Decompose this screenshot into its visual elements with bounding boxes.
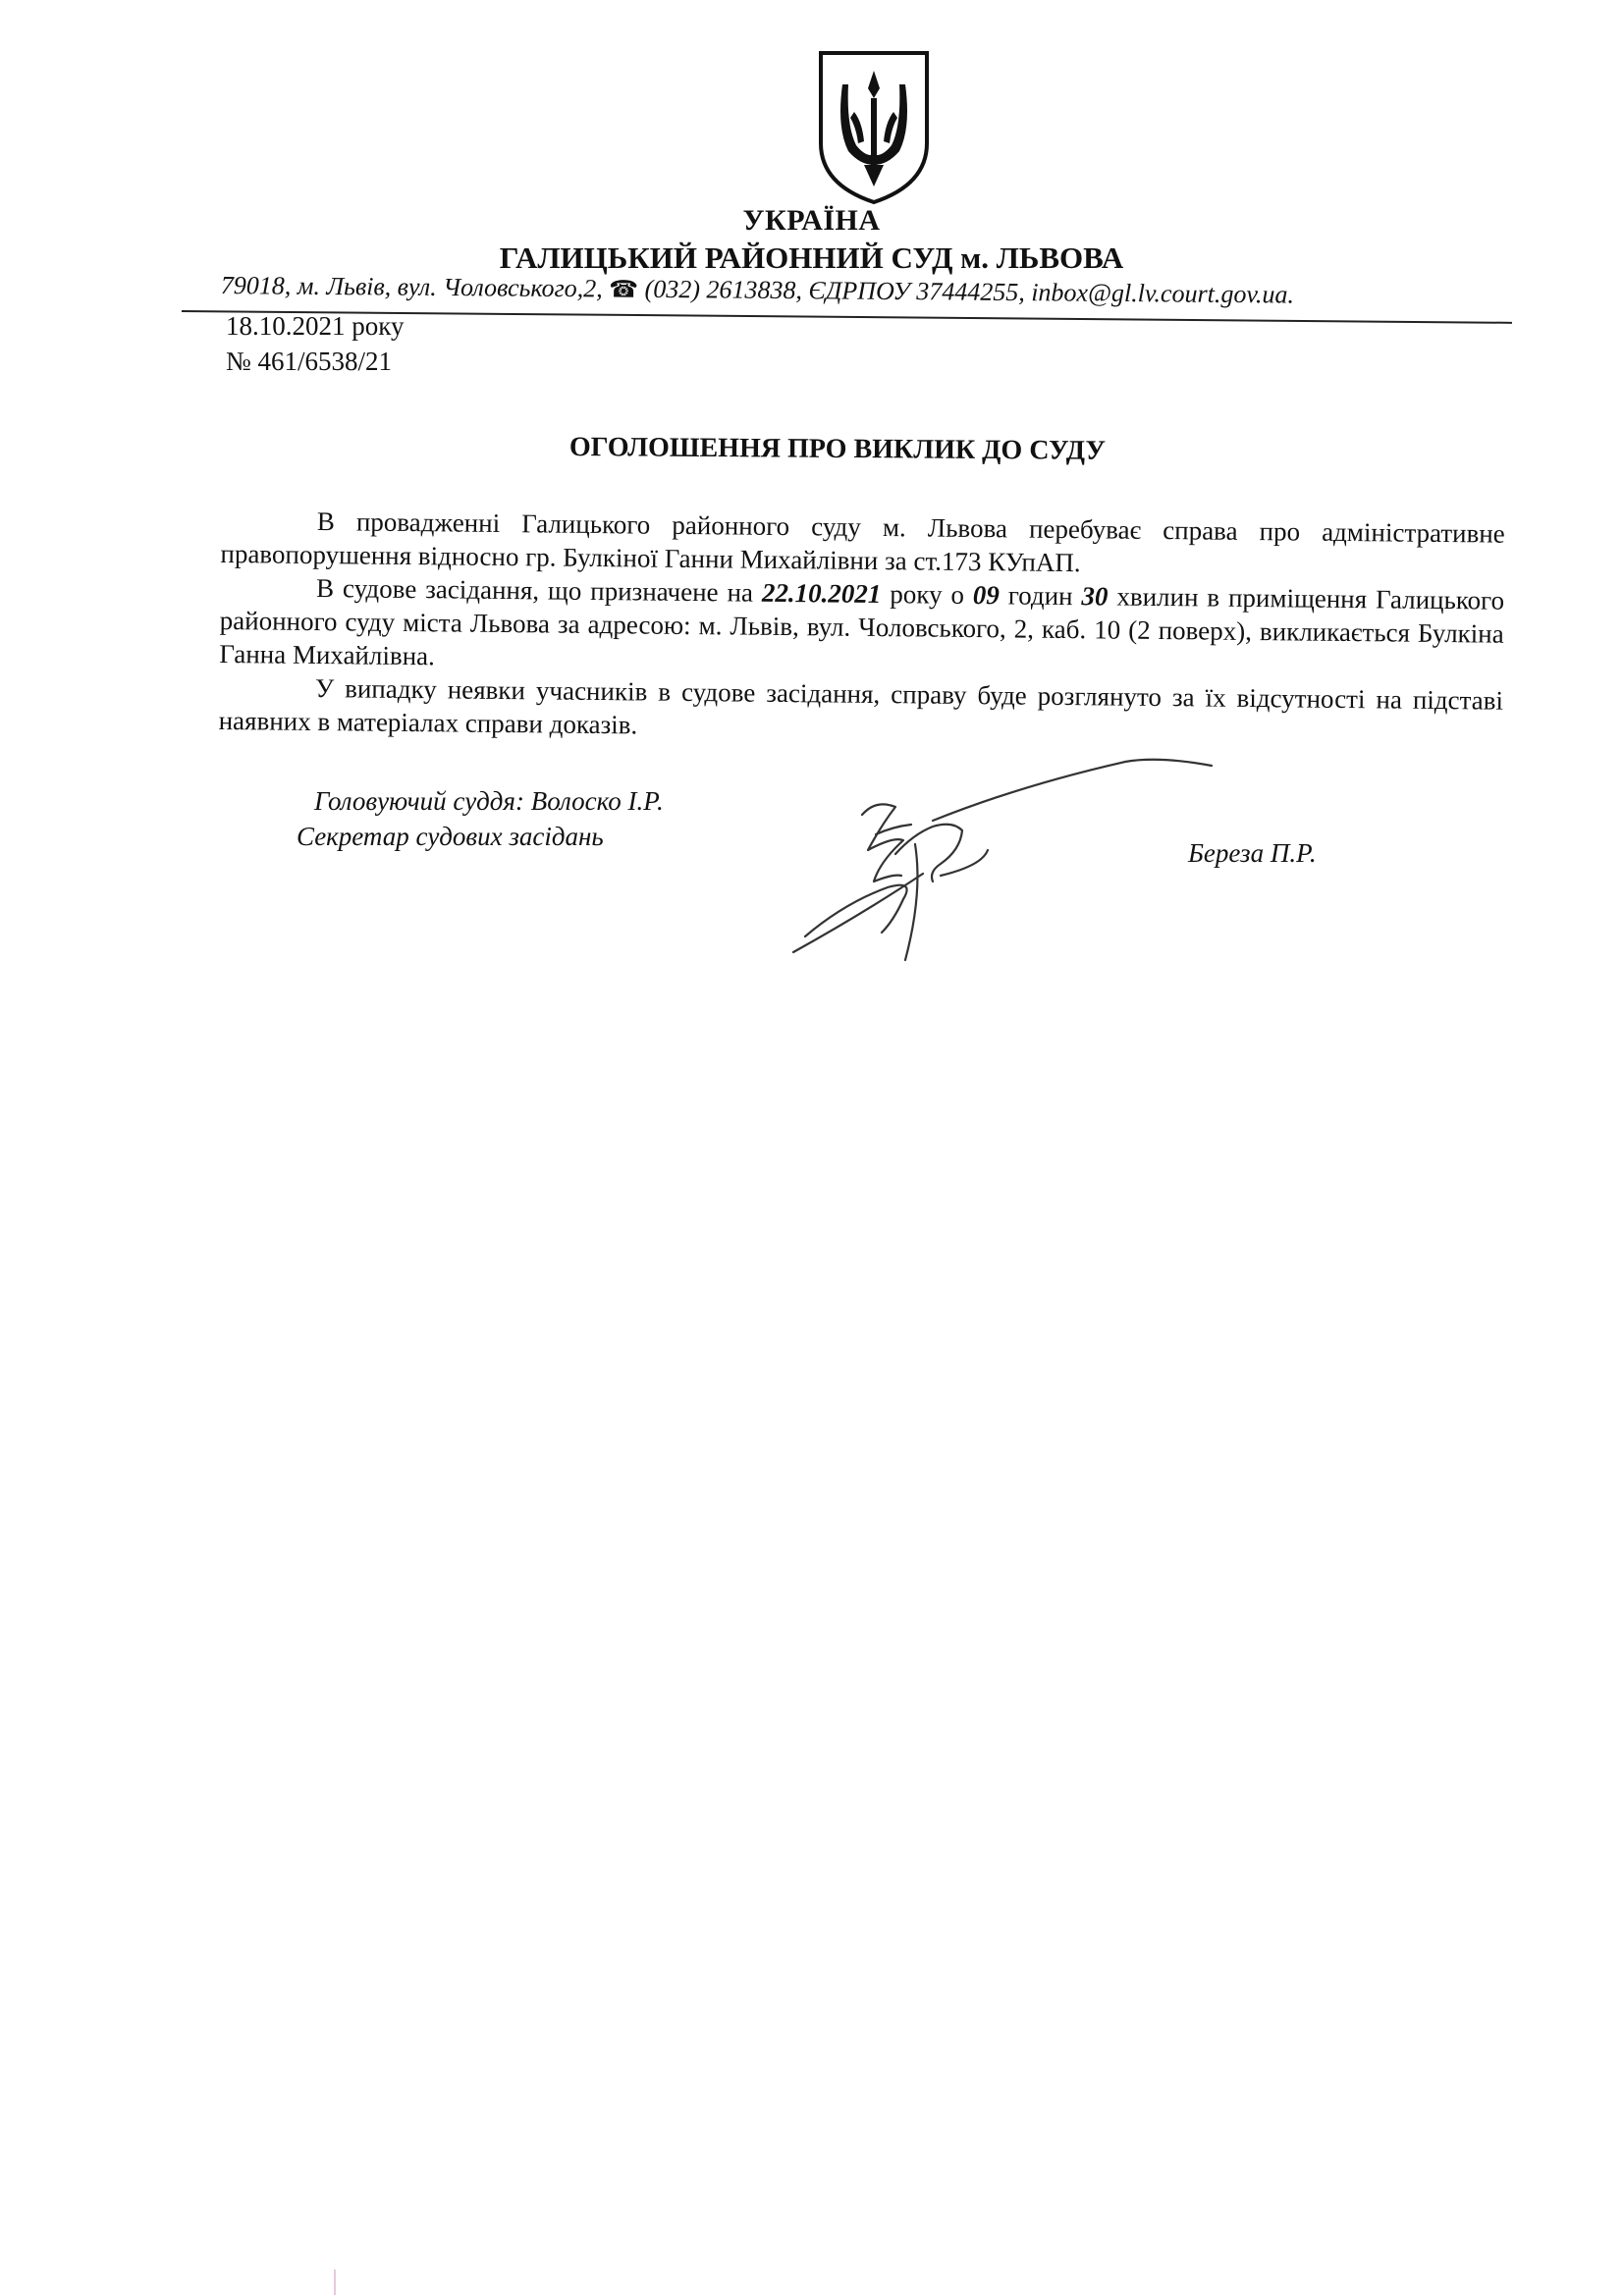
ukraine-trident-emblem-icon [815,49,933,206]
address-part1: 79018, м. Львів, вул. Чоловського,2, [220,271,603,303]
notice-body [219,504,1505,751]
hearing-text-a: В судове засідання, що призначене на [315,573,763,608]
hearing-text-d: хвилин в приміщення Галицького районного суду міста Львова за адресою: м. Львів, вул. Чоловського, 2, каб. 10 (2 поверх), викликається Булкіна Ганна Михайлівна. [219,581,1505,671]
case-number: № 461/6538/21 [226,347,393,376]
scan-artifact [334,2269,336,2295]
document-title: ОГОЛОШЕННЯ ПРО ВИКЛИК ДО СУДУ [568,432,1107,466]
paragraph-case: В провадженні Галицького районного суду м. Львова перебуває справа про адміністративне правопорушення відносно гр. Булкіної Ганни Михайлівни за ст.173 КУпАП. [220,507,1505,578]
hearing-date: 22.10.2021 [761,577,882,610]
hearing-hour: 09 [972,580,1001,611]
handwritten-signature-icon [785,756,1237,972]
hearing-text-c: годин [999,580,1082,612]
secretary-name: Береза П.Р. [1188,838,1317,868]
hearing-minutes: 30 [1081,581,1109,612]
address-part2: (032) 2613838, ЄДРПОУ 37444255, inbox@gl.lv.court.gov.ua. [644,274,1295,309]
paragraph-hearing [219,570,1504,684]
hearing-text-b: року о [881,579,974,611]
country-name: УКРАЇНА [742,204,881,237]
paragraph-absence: У випадку неявки учасників в судове засідання, справу буде розглянуто за їх відсутності на підставі наявних в матеріалах справи доказів. [218,673,1504,740]
court-address [221,271,1517,312]
document-date: 18.10.2021 року [226,311,405,341]
secretary-label: Секретар судових засідань [297,822,604,851]
presiding-judge: Головуючий суддя: Волоско І.Р. [314,786,664,816]
telephone-icon: ☎ [609,277,639,303]
court-name: ГАЛИЦЬКИЙ РАЙОННИЙ СУД м. ЛЬВОВА [499,240,1124,275]
